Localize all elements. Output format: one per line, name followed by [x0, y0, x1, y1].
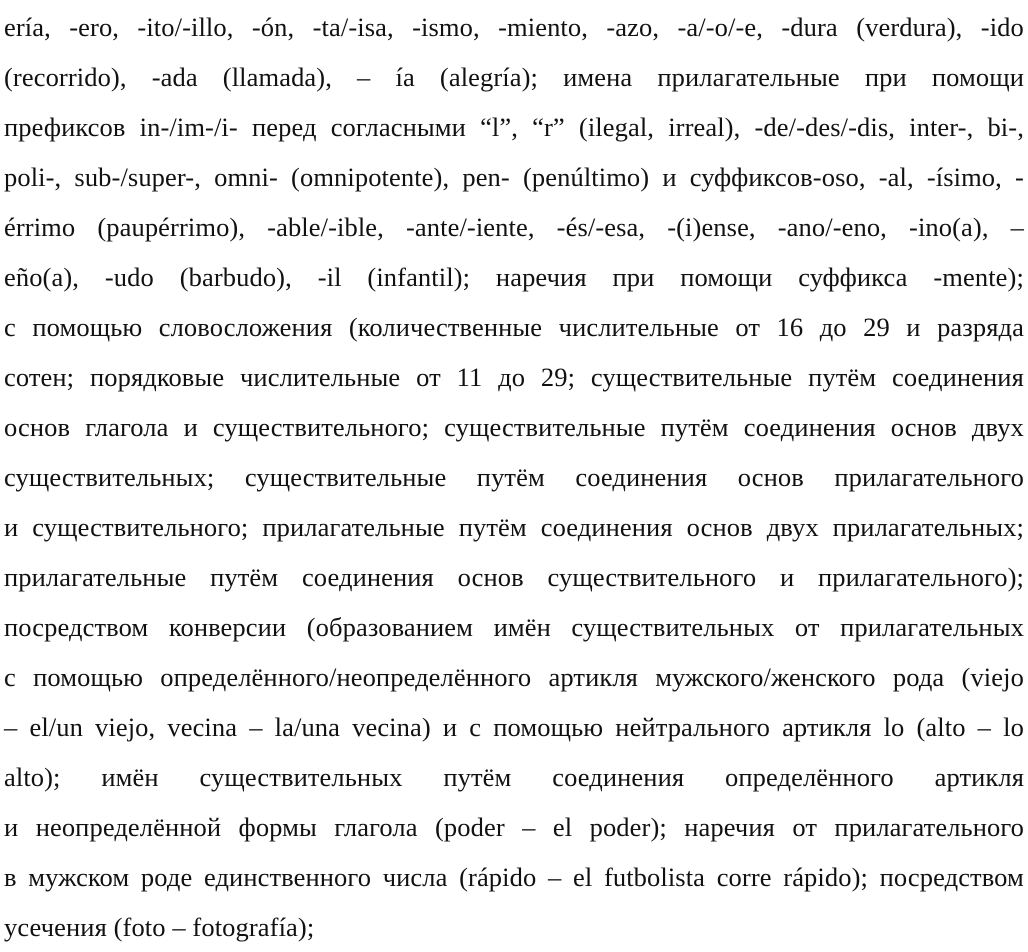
text-line: [4, 152, 1024, 202]
text-line: [4, 2, 1024, 52]
text-word: и: [4, 512, 19, 542]
text-word: соединения: [891, 362, 1024, 392]
text-word: -ada: [151, 62, 198, 92]
text-word: числительные: [558, 312, 719, 342]
text-word: префиксов: [4, 112, 126, 142]
text-word: viejo,: [95, 712, 156, 742]
text-word: с: [469, 712, 482, 742]
text-word: -mente);: [933, 262, 1024, 292]
text-word: vecina): [352, 712, 431, 742]
text-word: двух: [766, 512, 819, 542]
text-word: -azo,: [606, 12, 660, 42]
text-line: [4, 452, 1024, 502]
text-word: артикля: [934, 762, 1024, 792]
text-word: глагола: [334, 812, 418, 842]
text-word: числительные: [240, 362, 401, 392]
text-word: (alegría);: [439, 62, 539, 92]
text-word: путём: [660, 412, 729, 442]
text-word: суффикса: [798, 262, 908, 292]
text-word: –: [522, 812, 536, 842]
text-word: (ilegal,: [578, 112, 655, 142]
text-word: -ta/-isa,: [312, 12, 394, 42]
text-line: [4, 802, 1024, 852]
text-word: (количественные: [348, 312, 543, 342]
text-word: el: [552, 812, 573, 842]
text-word: alto);: [4, 762, 61, 792]
text-word: -miento,: [498, 12, 588, 42]
text-word: путём: [443, 762, 512, 792]
text-word: посредством: [879, 862, 1024, 892]
text-word: двух: [971, 412, 1024, 442]
text-word: (penúltimo): [522, 162, 650, 192]
text-word: основ: [4, 412, 71, 442]
text-word: inter-,: [909, 112, 974, 142]
text-word: -: [1015, 162, 1024, 192]
text-word: существительного;: [212, 412, 430, 442]
text-word: словосложения: [158, 312, 333, 342]
text-word: –: [977, 712, 992, 742]
text-line: [4, 302, 1024, 352]
text-word: -(i)ense,: [667, 212, 756, 242]
text-word: 29;: [540, 362, 576, 392]
text-word: путём: [476, 462, 545, 492]
text-word: артикля: [782, 712, 872, 742]
text-word: соединения: [743, 412, 876, 442]
text-word: мужского/женского: [655, 662, 876, 692]
text-word: и: [662, 162, 677, 192]
text-word: согласными: [330, 112, 466, 142]
text-word: помощью: [33, 662, 144, 692]
text-word: -ante/-iente,: [405, 212, 535, 242]
text-word: существительных: [199, 762, 403, 792]
text-word: irreal),: [668, 112, 741, 142]
text-word: разряда: [937, 312, 1024, 342]
text-line: [4, 752, 1024, 802]
text-word: соединения: [552, 762, 685, 792]
text-word: (paupérrimo),: [97, 212, 246, 242]
text-word: прилагательных: [840, 612, 1024, 642]
text-word: -ino(a),: [909, 212, 989, 242]
text-word: (viejo: [961, 662, 1024, 692]
text-line: [4, 652, 1024, 702]
text-word: lo: [883, 712, 905, 742]
text-line: [4, 402, 1024, 452]
text-word: el/un: [29, 712, 83, 742]
text-word: bi-,: [987, 112, 1024, 142]
text-word: посредством: [4, 612, 149, 642]
text-word: érrimo: [4, 212, 76, 242]
text-word: 11: [456, 362, 483, 392]
text-word: единственного: [203, 862, 372, 892]
text-word: ía: [395, 62, 415, 92]
text-word: помощи: [680, 262, 773, 292]
text-word: основ: [457, 562, 524, 592]
text-word: прилагательного: [834, 812, 1024, 842]
text-word: (barbudo),: [179, 262, 292, 292]
text-word: сотен;: [4, 362, 75, 392]
text-word: (omnipotente),: [291, 162, 450, 192]
text-word: от: [735, 312, 761, 342]
text-word: существительного: [547, 562, 757, 592]
text-word: суффиксов-oso,: [689, 162, 866, 192]
text-word: –: [1010, 212, 1024, 242]
text-word: определённого/неопределённого: [160, 662, 532, 692]
text-line: усечения (foto – fotografía);: [4, 912, 315, 942]
text-word: (poder: [434, 812, 505, 842]
text-line: [4, 102, 1024, 152]
text-word: до: [819, 312, 847, 342]
text-word: прилагательные: [262, 512, 445, 542]
text-word: in-/im-/i-: [139, 112, 238, 142]
text-word: имён: [493, 612, 551, 642]
text-word: путём: [458, 512, 527, 542]
text-line: [4, 702, 1024, 752]
text-word: соединения: [540, 512, 673, 542]
text-word: poder);: [589, 812, 667, 842]
text-word: -il: [317, 262, 342, 292]
text-word: с: [4, 312, 16, 342]
text-word: конверсии: [168, 612, 287, 642]
text-word: (образованием: [306, 612, 474, 642]
text-word: -ísimo,: [926, 162, 1002, 192]
text-word: существительных: [571, 612, 775, 642]
body-paragraph: [4, 2, 1024, 952]
text-line: [4, 252, 1024, 302]
text-word: (rápido: [459, 862, 537, 892]
text-word: sub-/super-,: [74, 162, 201, 192]
text-word: неопределённой: [35, 812, 222, 842]
text-word: существительные: [244, 462, 447, 492]
text-word: имена: [563, 62, 633, 92]
text-word: перед: [251, 112, 317, 142]
text-word: и: [779, 562, 795, 592]
text-word: существительного;: [32, 512, 249, 542]
text-word: corre: [716, 862, 772, 892]
text-word: основ: [686, 512, 753, 542]
text-word: помощью: [493, 712, 604, 742]
text-word: 16: [776, 312, 804, 342]
text-word: путём: [210, 562, 279, 592]
text-word: порядковые: [89, 362, 225, 392]
text-word: числа: [382, 862, 448, 892]
text-word: существительные: [444, 412, 646, 442]
text-word: существительных;: [4, 462, 215, 492]
text-word: -ero,: [69, 12, 120, 42]
text-word: ería,: [4, 12, 51, 42]
text-word: vecina: [167, 712, 238, 742]
text-word: eño(a),: [4, 262, 79, 292]
text-word: соединения: [301, 562, 434, 592]
text-word: -a/-o/-e,: [677, 12, 763, 42]
text-line: [4, 852, 1024, 902]
text-word: (verdura),: [856, 12, 963, 42]
text-word: el: [572, 862, 593, 892]
text-word: наречия: [495, 262, 587, 292]
text-word: pen-: [462, 162, 510, 192]
text-word: прилагательных;: [832, 512, 1024, 542]
text-word: –: [547, 862, 562, 892]
text-word: прилагательные: [4, 562, 187, 592]
text-word: помощью: [32, 312, 143, 342]
text-word: la/una: [274, 712, 341, 742]
text-word: в: [4, 862, 17, 892]
text-word: рода: [892, 662, 945, 692]
text-word: формы: [238, 812, 317, 842]
text-word: от: [794, 612, 820, 642]
text-word: прилагательного);: [818, 562, 1024, 592]
text-word: основ: [737, 462, 804, 492]
text-word: -és/-esa,: [556, 212, 646, 242]
text-word: poli-,: [4, 162, 62, 192]
text-word: -de/-des/-dis,: [754, 112, 895, 142]
text-word: lo: [1003, 712, 1024, 742]
text-line: [4, 352, 1024, 402]
text-word: и: [442, 712, 458, 742]
text-word: до: [498, 362, 526, 392]
text-word: нейтрального: [615, 712, 770, 742]
text-word: 29: [863, 312, 890, 342]
text-line: [4, 52, 1024, 102]
text-word: и: [906, 312, 921, 342]
text-word: при: [612, 262, 655, 292]
text-word: наречия: [684, 812, 775, 842]
text-word: артикля: [548, 662, 638, 692]
text-word: -ismo,: [412, 12, 480, 42]
text-line: [4, 552, 1024, 602]
text-word: глагола: [85, 412, 169, 442]
text-line: [4, 202, 1024, 252]
text-word: –: [4, 712, 18, 742]
text-word: -udo: [104, 262, 154, 292]
text-word: “l”,: [480, 112, 518, 142]
text-word: (alto: [916, 712, 966, 742]
text-word: (recorrido),: [4, 62, 127, 92]
text-word: мужском: [28, 862, 130, 892]
text-word: помощи: [931, 62, 1024, 92]
text-word: от: [792, 812, 818, 842]
text-word: -ano/-eno,: [777, 212, 887, 242]
text-word: rápido);: [783, 862, 868, 892]
text-word: -ito/-illo,: [137, 12, 234, 42]
text-line: [4, 602, 1024, 652]
text-word: omni-: [214, 162, 278, 192]
text-word: futbolista: [603, 862, 706, 892]
text-word: -ido: [980, 12, 1024, 42]
text-word: роде: [140, 862, 193, 892]
text-word: -able/-ible,: [267, 212, 384, 242]
text-word: (llamada),: [222, 62, 332, 92]
text-word: при: [864, 62, 907, 92]
text-word: -dura: [781, 12, 838, 42]
text-word: от: [416, 362, 441, 392]
text-word: определённого: [725, 762, 894, 792]
text-word: -ón,: [251, 12, 295, 42]
text-word: и: [4, 812, 19, 842]
text-word: и: [183, 412, 198, 442]
text-word: имён: [101, 762, 159, 792]
text-word: “r”: [532, 112, 565, 142]
text-word: прилагательного: [834, 462, 1024, 492]
text-word: с: [4, 662, 16, 692]
text-word: –: [249, 712, 263, 742]
text-word: соединения: [575, 462, 708, 492]
text-word: -al,: [878, 162, 914, 192]
text-word: основ: [890, 412, 957, 442]
text-word: (infantil);: [367, 262, 471, 292]
text-word: путём: [808, 362, 877, 392]
text-word: существительные: [590, 362, 793, 392]
text-line: [4, 502, 1024, 552]
text-word: прилагательные: [657, 62, 840, 92]
text-word: –: [357, 62, 371, 92]
